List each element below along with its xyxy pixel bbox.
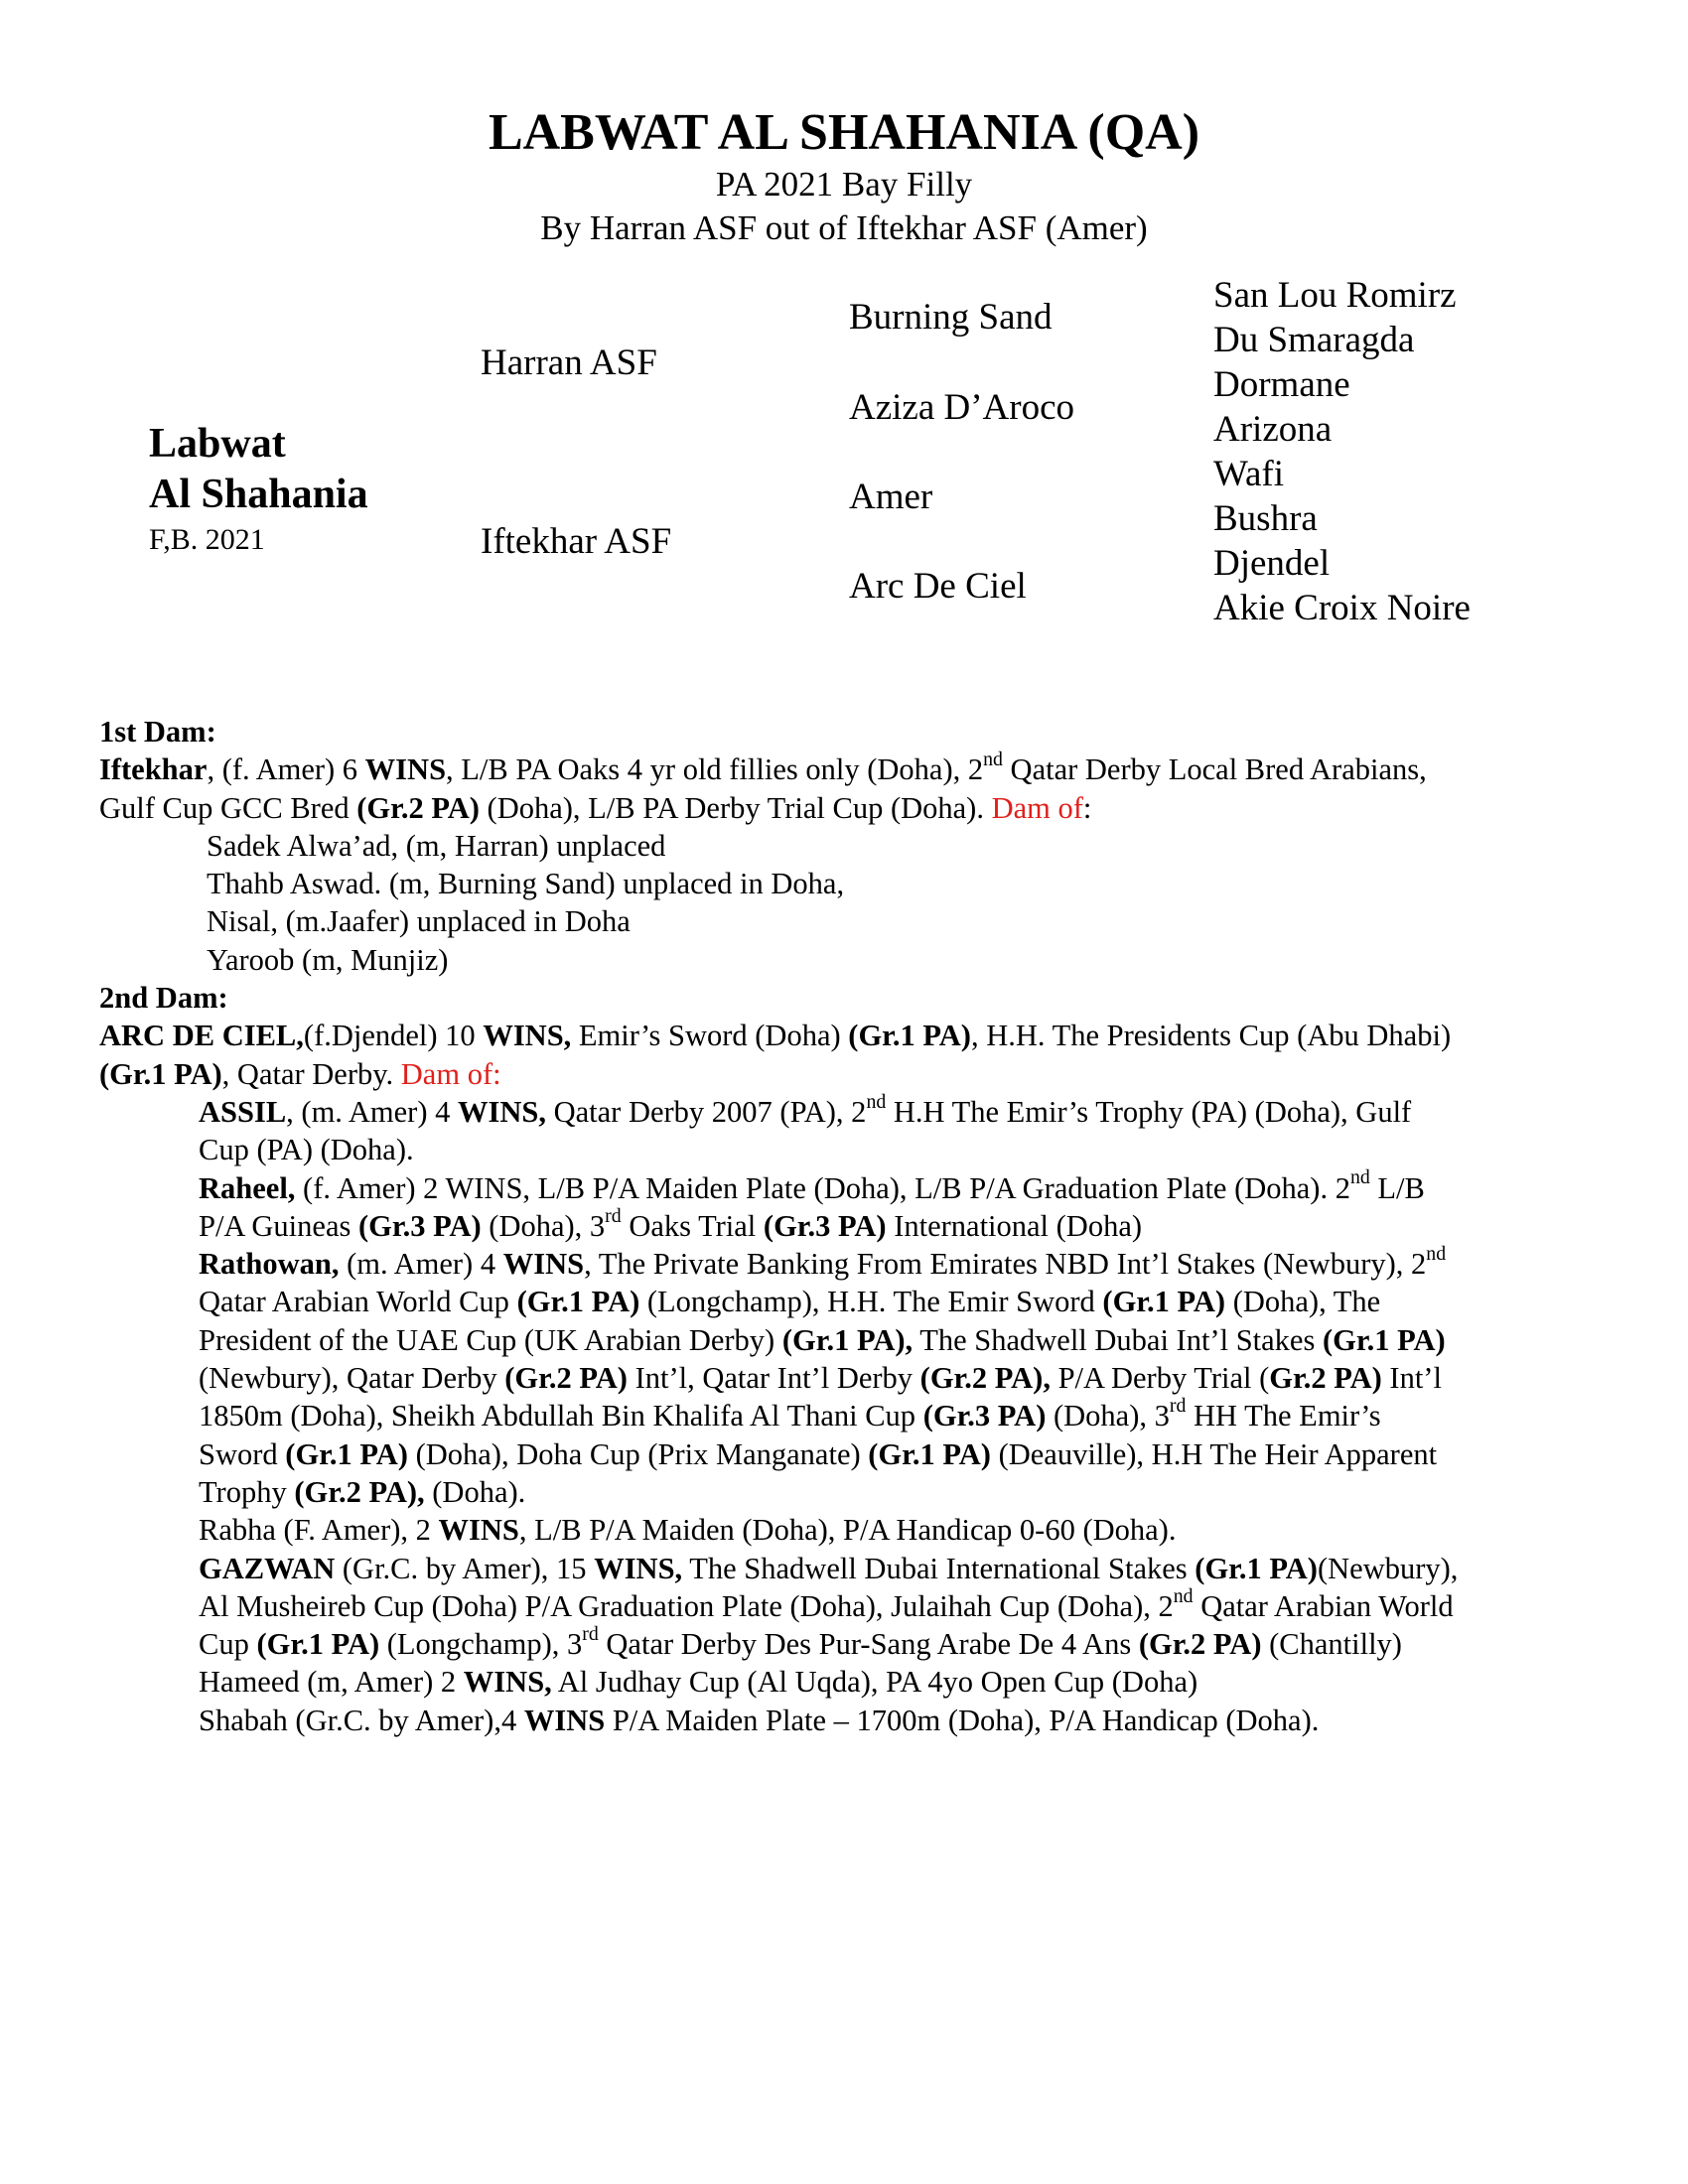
grandparent: Burning Sand xyxy=(849,297,1053,338)
produce-rathowan: President of the UAE Cup (UK Arabian Derby) (Gr.1 PA), The Shadwell Dubai Int’l Stakes (Gr.1 PA) xyxy=(199,1322,1446,1357)
produce-item: Nisal, (m.Jaafer) unplaced in Doha xyxy=(207,904,631,939)
grandparent: Amer xyxy=(849,477,933,517)
produce-rathowan: Sword (Gr.1 PA) (Doha), Doha Cup (Prix Manganate) (Gr.1 PA) (Deauville), H.H The Heir Apparent xyxy=(199,1436,1438,1471)
produce-gazwan: Al Musheireb Cup (Doha) P/A Graduation Plate (Doha), Julaihah Cup (Doha), 2nd Qatar Arabian World xyxy=(199,1584,1454,1623)
great-grandparent: Djendel xyxy=(1213,543,1331,584)
dam: Iftekhar ASF xyxy=(481,521,672,562)
produce-rathowan: Trophy (Gr.2 PA), (Doha). xyxy=(199,1474,526,1509)
grandparent: Arc De Ciel xyxy=(849,566,1027,607)
produce-item: Thahb Aswad. (m, Burning Sand) unplaced in Doha, xyxy=(207,867,845,901)
first-dam-line: Gulf Cup GCC Bred (Gr.2 PA) (Doha), L/B PA Derby Trial Cup (Doha). Dam of: xyxy=(99,790,1092,825)
breeding-line: By Harran ASF out of Iftekhar ASF (Amer) xyxy=(540,208,1148,247)
produce-assil: ASSIL, (m. Amer) 4 WINS, Qatar Derby 2007 (PA), 2nd H.H The Emir’s Trophy (PA) (Doha), Gulf xyxy=(199,1090,1412,1129)
grandparent: Aziza D’Aroco xyxy=(849,387,1075,428)
produce-rabha: Rabha (F. Amer), 2 WINS, L/B P/A Maiden (Doha), P/A Handicap 0-60 (Doha). xyxy=(199,1513,1177,1548)
second-dam-heading: 2nd Dam: xyxy=(99,981,228,1016)
produce-hameed: Hameed (m, Amer) 2 WINS, Al Judhay Cup (Al Uqda), PA 4yo Open Cup (Doha) xyxy=(199,1665,1198,1700)
horse-subtitle: PA 2021 Bay Filly xyxy=(715,165,973,204)
horse-name-line2: Al Shahania xyxy=(149,472,368,517)
second-dam-line: ARC DE CIEL,(f.Djendel) 10 WINS, Emir’s Sword (Doha) (Gr.1 PA), H.H. The Presidents Cup (Abu Dhabi) xyxy=(99,1019,1452,1053)
horse-name-line1: Labwat xyxy=(149,421,286,467)
first-dam-line: Iftekhar, (f. Amer) 6 WINS, L/B PA Oaks 4 yr old fillies only (Doha), 2nd Qatar Derby Local Bred Arabians, xyxy=(99,749,1427,787)
horse-info: F,B. 2021 xyxy=(149,523,265,556)
dam-record xyxy=(99,713,1609,1739)
produce-gazwan: Cup (Gr.1 PA) (Longchamp), 3rd Qatar Derby Des Pur-Sang Arabe De 4 Ans (Gr.2 PA) (Chantilly) xyxy=(199,1623,1402,1662)
produce-item: Sadek Alwa’ad, (m, Harran) unplaced xyxy=(207,828,666,863)
produce-rathowan: Qatar Arabian World Cup (Gr.1 PA) (Longchamp), H.H. The Emir Sword (Gr.1 PA) (Doha), The xyxy=(199,1285,1381,1319)
great-grandparent: San Lou Romirz xyxy=(1213,275,1457,316)
produce-raheel: P/A Guineas (Gr.3 PA) (Doha), 3rd Oaks Trial (Gr.3 PA) International (Doha) xyxy=(199,1204,1143,1243)
first-dam-heading: 1st Dam: xyxy=(99,715,216,749)
great-grandparent: Arizona xyxy=(1213,409,1333,450)
produce-rathowan: Rathowan, (m. Amer) 4 WINS, The Private Banking From Emirates NBD Int’l Stakes (Newbury), 2nd xyxy=(199,1243,1447,1282)
page-title: LABWAT AL SHAHANIA (QA) xyxy=(488,104,1200,161)
produce-gazwan: GAZWAN (Gr.C. by Amer), 15 WINS, The Shadwell Dubai International Stakes (Gr.1 PA)(Newbury), xyxy=(199,1551,1459,1585)
produce-rathowan: 1850m (Doha), Sheikh Abdullah Bin Khalifa Al Thani Cup (Gr.3 PA) (Doha), 3rd HH The Emir’s xyxy=(199,1395,1381,1433)
produce-item: Yaroob (m, Munjiz) xyxy=(207,942,449,977)
great-grandparent: Wafi xyxy=(1213,454,1284,494)
produce-assil: Cup (PA) (Doha). xyxy=(199,1133,414,1167)
great-grandparent: Akie Croix Noire xyxy=(1213,588,1471,628)
produce-rathowan: (Newbury), Qatar Derby (Gr.2 PA) Int’l, Qatar Int’l Derby (Gr.2 PA), P/A Derby Trial (Gr.2 PA) Int’l xyxy=(199,1361,1442,1396)
great-grandparent: Dormane xyxy=(1213,364,1350,405)
great-grandparent: Du Smaragda xyxy=(1213,320,1415,360)
second-dam-line: (Gr.1 PA), Qatar Derby. Dam of: xyxy=(99,1056,501,1091)
produce-raheel: Raheel, (f. Amer) 2 WINS, L/B P/A Maiden Plate (Doha), L/B P/A Graduation Plate (Doha). 2nd L/B xyxy=(199,1166,1425,1205)
sire: Harran ASF xyxy=(481,342,657,383)
produce-shabah: Shabah (Gr.C. by Amer),4 WINS P/A Maiden Plate – 1700m (Doha), P/A Handicap (Doha). xyxy=(199,1703,1320,1737)
great-grandparent: Bushra xyxy=(1213,498,1318,539)
